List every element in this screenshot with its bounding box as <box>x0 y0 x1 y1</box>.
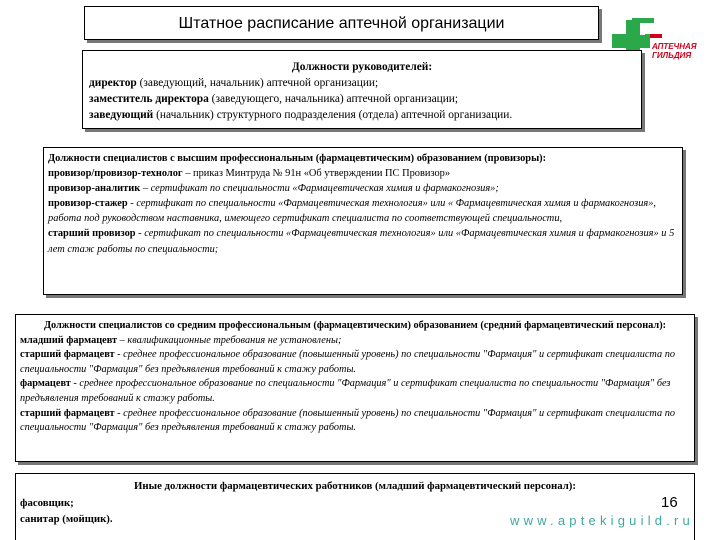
logo-text <box>652 42 697 60</box>
managers-line-1 <box>89 75 635 91</box>
secondary-line-4 <box>20 407 690 436</box>
higher-line-2-term: провизор-аналитик <box>48 183 141 195</box>
higher-line-4-term: старший провизор <box>48 228 136 240</box>
managers-line-2 <box>89 91 635 107</box>
logo-text-line2: ГИЛЬДИЯ <box>652 51 692 60</box>
higher-line-1-term: провизор/провизор-технолог <box>48 168 183 180</box>
other-line-2: санитар (мойщик). <box>20 513 113 525</box>
slide-title <box>84 6 599 40</box>
secondary-line-4-term: старший фармацевт <box>20 407 115 419</box>
higher-education-box <box>43 147 683 295</box>
secondary-line-1-term: младший фармацевт <box>20 334 118 346</box>
title-text: Штатное расписание аптечной организации <box>178 15 505 32</box>
secondary-line-1 <box>20 334 690 349</box>
higher-line-1 <box>48 166 678 181</box>
managers-heading: Должности руководителей: <box>291 61 433 73</box>
managers-line-2-term: заместитель директора <box>89 93 209 105</box>
managers-line-3-text: (начальник) структурного подразделения (отдела) аптечной организации. <box>153 109 513 121</box>
secondary-line-4-text: - среднее профессиональное образование (повышенный уровень) по специальности "Фармация" и сертификат специалиста по специальности "Фармация" без предъявления требований к стажу работы. <box>20 407 676 434</box>
managers-line-1-text: (заведующий, начальник) аптечной организации; <box>136 77 379 89</box>
higher-line-1-text: – приказ Минтруда № 91н «Об утверждении ПС Провизор» <box>182 168 451 180</box>
higher-line-2 <box>48 181 678 196</box>
higher-line-4-text: - сертификат по специальности «Фармацевтическая технология» или «Фармацевтическая химия и фармакогнозия» и 5 лет стаж работы по специальности; <box>48 228 675 255</box>
secondary-line-2 <box>20 348 690 377</box>
higher-line-3-text: - сертификат по специальности «Фармацевтическая технология» или « Фармацевтическая химия и фармакогнозия», работа под руководством наставника, имеющего сертификат специалиста по соответствующей специальности, <box>48 198 657 225</box>
secondary-line-3-term: фармацевт <box>20 378 71 390</box>
other-line-1: фасовщик; <box>20 496 74 509</box>
secondary-line-2-term: старший фармацевт <box>20 349 115 361</box>
higher-line-3 <box>48 196 678 226</box>
secondary-line-3 <box>20 377 690 406</box>
logo-text-line1: АПТЕЧНАЯ <box>652 42 697 51</box>
page-number: 16 <box>661 494 678 511</box>
website-url: www.aptekiguild.ru <box>510 513 694 528</box>
secondary-line-3-text: - среднее профессиональное образование по специальности "Фармация" и сертификат специалиста по специальности "Фармация" без предъявления требований к стажу работы. <box>20 378 671 404</box>
other-heading: Иные должности фармацевтических работников (младший фармацевтический персонал): <box>134 480 576 492</box>
higher-line-3-term: провизор-стажер <box>48 198 128 210</box>
managers-box <box>82 50 642 129</box>
secondary-line-2-text: - среднее профессиональное образование (повышенный уровень) по специальности "Фармация" и сертификат специалиста по специальности "Фармация" без предъявления требований к стажу работы. <box>20 349 676 375</box>
managers-line-3 <box>89 107 635 123</box>
higher-line-4 <box>48 226 678 256</box>
secondary-line-1-text: – квалификационные требования не установлены; <box>117 334 342 346</box>
secondary-education-box <box>15 314 695 462</box>
secondary-heading: Должности специалистов со средним профессиональным (фармацевтическим) образованием (средний фармацевтический персонал): <box>43 320 667 331</box>
higher-line-2-text: – сертификат по специальности «Фармацевтическая химия и фармакогнозия»; <box>140 183 499 195</box>
other-staff-box <box>15 473 695 540</box>
higher-heading: Должности специалистов с высшим профессиональным (фармацевтическим) образованием (провизоры): <box>48 153 547 164</box>
managers-line-2-text: (заведующего, начальника) аптечной организации; <box>208 93 459 105</box>
managers-line-3-term: заведующий <box>89 109 154 121</box>
managers-line-1-term: директор <box>89 77 137 89</box>
